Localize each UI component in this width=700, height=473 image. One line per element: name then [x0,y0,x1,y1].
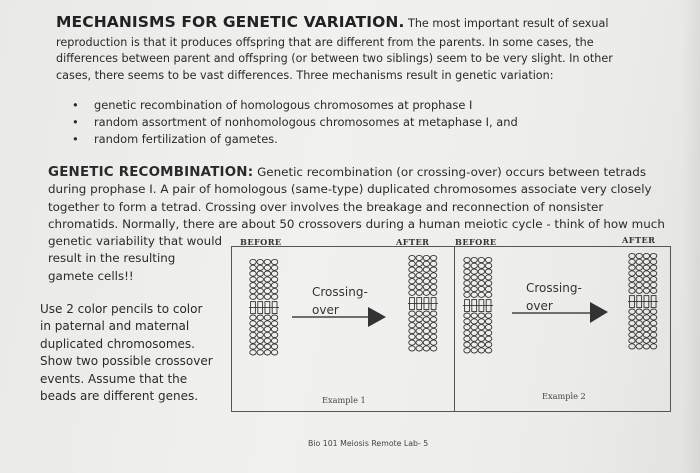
gene-bead [464,325,470,330]
gene-bead [471,336,477,341]
gene-bead [423,273,429,278]
gene-bead [471,286,477,291]
gene-bead [650,344,656,349]
page-footer: Bio 101 Meiosis Remote Lab- 5 [308,439,429,448]
tetrad-before-icon [249,258,281,380]
instruction-line: Use 2 color pencils to color [40,302,203,316]
gene-bead [423,261,429,266]
gene-bead [478,325,484,330]
gene-bead [416,334,422,339]
instruction-line: duplicated chromosomes. [40,336,195,351]
gene-bead [478,319,484,324]
gene-bead [423,311,429,316]
gene-bead [643,344,649,349]
gene-bead [264,321,270,326]
gene-bead [471,325,477,330]
gene-bead [643,265,649,270]
gene-bead [416,317,422,322]
gene-bead [257,283,263,288]
gene-bead [650,338,656,343]
gene-bead [629,344,635,349]
before-label-2: BEFORE [455,237,497,247]
gene-bead [416,267,422,272]
gene-bead [257,271,263,276]
gene-bead [271,338,277,343]
gene-bead [430,334,436,339]
gene-bead [485,269,491,274]
gene-bead [629,282,635,287]
gene-bead [636,277,642,282]
gene-bead [423,334,429,339]
gene-bead [271,327,277,332]
gene-bead [423,346,429,351]
gene-bead [478,330,484,335]
gene-bead [423,317,429,322]
recombination-line: together to form a tetrad. Crossing over involves the breakage and reconnection of nonsister [48,199,604,214]
gene-bead [416,273,422,278]
intro-line: differences between parent and offspring (or between two siblings) seem to be very slight. In other [56,52,613,66]
tetrad-after-icon [628,252,660,374]
gene-bead [250,315,256,320]
gene-bead [636,259,642,264]
gene-bead [250,327,256,332]
instruction-line: in paternal and maternal [40,319,190,334]
gene-bead [250,288,256,293]
gene-bead [636,309,642,314]
gene-bead [629,271,635,276]
variability-line: gamete cells!! [48,268,134,283]
gene-bead [629,326,635,331]
gene-bead [416,346,422,351]
gene-bead [650,271,656,276]
gene-bead [629,259,635,264]
gene-bead [257,315,263,320]
gene-bead [636,326,642,331]
intro-paragraph [56,35,676,84]
over-text: over [526,299,553,313]
gene-bead [485,292,491,297]
gene-bead [643,271,649,276]
gene-bead [650,326,656,331]
gene-bead [264,315,270,320]
gene-bead [464,330,470,335]
gene-bead [416,255,422,260]
gene-bead [643,282,649,287]
gene-bead [430,290,436,295]
gene-bead [636,282,642,287]
gene-bead [636,315,642,320]
gene-bead [271,259,277,264]
gene-bead [423,323,429,328]
crossing-text: Crossing- [526,281,582,295]
gene-bead [271,288,277,293]
list-item: • random assortment of nonhomologous chromosomes at metaphase I, and [72,114,518,131]
gene-bead [485,286,491,291]
gene-bead [409,323,415,328]
gene-bead [643,326,649,331]
gene-bead [423,340,429,345]
gene-bead [485,330,491,335]
gene-bead [464,257,470,262]
gene-bead [271,321,277,326]
gene-bead [643,259,649,264]
gene-bead [636,344,642,349]
gene-bead [636,253,642,258]
recombination-first-text: Genetic recombination (or crossing-over) occurs between tetrads [257,165,647,179]
gene-bead [409,279,415,284]
gene-bead [636,321,642,326]
gene-bead [250,350,256,355]
gene-bead [264,288,270,293]
recombination-first-line [48,164,678,181]
gene-bead [643,253,649,258]
gene-bead [643,277,649,282]
gene-bead [478,263,484,268]
gene-bead [636,332,642,337]
gene-bead [650,315,656,320]
gene-bead [430,311,436,316]
instruction-line: events. Assume that the [40,371,188,386]
gene-bead [629,265,635,270]
gene-bead [409,290,415,295]
gene-bead [629,338,635,343]
gene-bead [643,288,649,293]
intro-line: cases, there seems to be vast differences. Three mechanisms result in genetic variation: [56,68,554,82]
gene-bead [250,259,256,264]
gene-bead [650,332,656,337]
gene-bead [650,288,656,293]
gene-bead [257,294,263,299]
gene-bead [464,269,470,274]
gene-bead [264,259,270,264]
gene-bead [485,325,491,330]
gene-bead [629,309,635,314]
gene-bead [485,263,491,268]
gene-bead [650,321,656,326]
gene-bead [409,255,415,260]
gene-bead [464,281,470,286]
gene-bead [264,327,270,332]
gene-bead [416,279,422,284]
after-label-1: AFTER [396,237,430,247]
gene-bead [636,338,642,343]
gene-bead [430,261,436,266]
gene-bead [264,332,270,337]
gene-bead [423,328,429,333]
gene-bead [464,342,470,347]
mechanism-list [72,97,518,148]
gene-bead [629,277,635,282]
gene-bead [271,332,277,337]
gene-bead [471,263,477,268]
gene-bead [423,284,429,289]
example-1-label: Example 1 [322,395,366,405]
recombination-paragraph [48,164,678,234]
gene-bead [643,332,649,337]
gene-bead [650,265,656,270]
gene-bead [485,342,491,347]
gene-bead [409,261,415,266]
gene-bead [250,283,256,288]
gene-bead [250,277,256,282]
gene-bead [464,336,470,341]
gene-bead [485,313,491,318]
gene-bead [471,313,477,318]
gene-bead [271,294,277,299]
gene-bead [257,350,263,355]
arrow-icon [290,299,390,329]
gene-bead [430,255,436,260]
variability-text [48,233,228,285]
before-label-1: BEFORE [240,237,282,247]
gene-bead [636,271,642,276]
gene-bead [430,328,436,333]
gene-bead [257,338,263,343]
gene-bead [478,348,484,353]
gene-bead [485,281,491,286]
gene-bead [629,315,635,320]
tetrad-after-icon [408,254,440,376]
gene-bead [257,332,263,337]
gene-bead [409,334,415,339]
gene-bead [650,259,656,264]
gene-bead [650,309,656,314]
gene-bead [650,277,656,282]
gene-bead [471,292,477,297]
gene-bead [478,313,484,318]
gene-bead [430,284,436,289]
diagram-divider [454,247,455,411]
gene-bead [264,271,270,276]
gene-bead [464,348,470,353]
gene-bead [257,277,263,282]
recombination-line: chromatids. Normally, there are about 50 crossovers during a human meiotic cycle - think of how much [48,217,665,232]
gene-bead [271,315,277,320]
gene-bead [643,338,649,343]
gene-bead [250,265,256,270]
gene-bead [271,265,277,270]
page-shadow [682,0,700,473]
gene-bead [464,275,470,280]
gene-bead [430,340,436,345]
gene-bead [478,342,484,347]
variability-line: genetic variability that would [48,234,223,248]
gene-bead [250,271,256,276]
gene-bead [423,267,429,272]
gene-bead [264,265,270,270]
gene-bead [416,261,422,266]
gene-bead [416,290,422,295]
gene-bead [650,253,656,258]
over-text: over [312,303,339,317]
gene-bead [471,269,477,274]
gene-bead [485,257,491,262]
gene-bead [271,344,277,349]
gene-bead [264,338,270,343]
gene-bead [430,273,436,278]
recombination-heading: GENETIC RECOMBINATION: [48,165,254,180]
gene-bead [471,319,477,324]
gene-bead [409,273,415,278]
gene-bead [629,253,635,258]
after-label-2: AFTER [622,235,656,245]
gene-bead [250,338,256,343]
gene-bead [264,277,270,282]
gene-bead [485,336,491,341]
gene-bead [409,311,415,316]
instructions-text [40,301,225,405]
gene-bead [257,321,263,326]
gene-bead [478,286,484,291]
gene-bead [485,348,491,353]
variability-line: result in the resulting [48,251,176,266]
gene-bead [250,294,256,299]
gene-bead [271,277,277,282]
list-item: • genetic recombination of homologous chromosomes at prophase I [72,97,518,114]
gene-bead [464,313,470,318]
gene-bead [485,275,491,280]
tetrad-before-icon [463,256,495,378]
gene-bead [464,292,470,297]
gene-bead [250,321,256,326]
gene-bead [629,332,635,337]
gene-bead [430,279,436,284]
gene-bead [430,346,436,351]
gene-bead [409,340,415,345]
gene-bead [478,336,484,341]
gene-bead [636,265,642,270]
gene-bead [471,257,477,262]
gene-bead [271,350,277,355]
gene-bead [629,288,635,293]
instruction-line: beads are different genes. [40,389,199,404]
title-line [56,14,676,32]
gene-bead [271,271,277,276]
gene-bead [471,342,477,347]
instruction-line: Show two possible crossover [40,354,213,369]
gene-bead [264,283,270,288]
gene-bead [409,284,415,289]
gene-bead [423,290,429,295]
gene-bead [416,340,422,345]
gene-bead [264,294,270,299]
gene-bead [423,279,429,284]
gene-bead [478,281,484,286]
intro-line: reproduction is that it produces offspring that are different from the parents. In some cases, the [56,36,594,49]
gene-bead [430,317,436,322]
gene-bead [416,323,422,328]
gene-bead [416,284,422,289]
gene-bead [416,328,422,333]
gene-bead [643,321,649,326]
gene-bead [409,346,415,351]
recombination-line: during prophase I. A pair of homologous (same-type) duplicated chromosomes associate very closely [48,182,652,197]
gene-bead [430,267,436,272]
gene-bead [629,321,635,326]
gene-bead [478,269,484,274]
gene-bead [250,344,256,349]
crossing-text: Crossing- [312,285,368,299]
gene-bead [257,259,263,264]
gene-bead [464,263,470,268]
gene-bead [464,286,470,291]
gene-bead [264,344,270,349]
gene-bead [471,275,477,280]
section-heading: MECHANISMS FOR GENETIC VARIATION. [56,13,405,31]
gene-bead [257,344,263,349]
gene-bead [478,275,484,280]
gene-bead [471,330,477,335]
example-2-label: Example 2 [542,391,586,401]
gene-bead [264,350,270,355]
gene-bead [257,265,263,270]
gene-bead [464,319,470,324]
list-item: • random fertilization of gametes. [72,131,518,148]
gene-bead [409,267,415,272]
gene-bead [416,311,422,316]
gene-bead [257,327,263,332]
gene-bead [409,328,415,333]
gene-bead [478,292,484,297]
gene-bead [471,348,477,353]
gene-bead [643,315,649,320]
intro-first: The most important result of sexual [408,17,609,30]
gene-bead [485,319,491,324]
gene-bead [257,288,263,293]
crossover-diagram [231,246,671,412]
gene-bead [409,317,415,322]
gene-bead [271,283,277,288]
gene-bead [430,323,436,328]
gene-bead [478,257,484,262]
gene-bead [650,282,656,287]
gene-bead [636,288,642,293]
gene-bead [423,255,429,260]
arrow-icon [510,295,610,325]
gene-bead [250,332,256,337]
gene-bead [471,281,477,286]
gene-bead [643,309,649,314]
